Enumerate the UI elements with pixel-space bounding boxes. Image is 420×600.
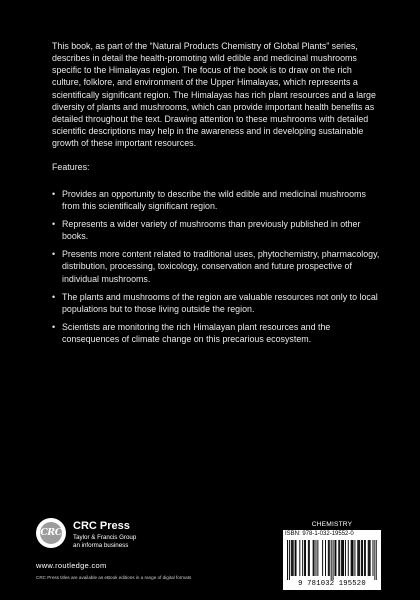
barcode-bar	[328, 540, 329, 576]
book-description: This book, as part of the “Natural Products Chemistry of Global Plants” series, describes in detail the health-promoting wild edible and medicinal mushrooms specific to the Himalayas region. The focus of the book is to draw on the rich culture, folklore, and environment of the Upper Himalayas, which represents a scientifically significant region. The Himalayas has rich plant resources and a large diversity of plants and mushrooms, which can provide important health benefits as detailed throughout the text. Drawing attention to these mushrooms with detailed scientific descriptions may help in the awareness and in developing sustainable growth of these important resources.	[52, 41, 376, 149]
barcode-bar	[331, 540, 332, 580]
publisher-url: www.routledge.com	[36, 561, 107, 570]
barcode-bar	[299, 540, 300, 576]
barcode-bar	[370, 540, 371, 576]
logo-text: CRC	[40, 522, 62, 544]
feature-item: • Represents a wider variety of mushrooms than previously published in other books.	[52, 218, 382, 242]
barcode-bar	[374, 540, 375, 580]
barcode-bar	[314, 540, 315, 576]
barcode-area	[283, 520, 381, 590]
barcode-graphic	[287, 540, 377, 580]
barcode-bar	[376, 540, 377, 580]
barcode-bar	[351, 540, 352, 576]
barcode-bar	[287, 540, 288, 580]
barcode-bar	[317, 540, 318, 576]
barcode-bar	[335, 540, 336, 576]
barcode-bar	[335, 540, 336, 576]
barcode-bar	[361, 540, 362, 576]
barcode-bar	[295, 540, 296, 576]
barcode-box	[283, 530, 381, 590]
barcode-bar	[313, 540, 314, 576]
barcode-bar	[365, 540, 366, 576]
feature-item: • Presents more content related to traditional uses, phytochemistry, pharmacology, distribution, processing, toxicology, conservation and future prospective of individual mushrooms.	[52, 248, 382, 284]
barcode-bar	[325, 540, 326, 576]
publisher-name: CRC Press	[73, 520, 130, 532]
back-cover-text	[52, 40, 382, 351]
barcode-bar	[345, 540, 346, 576]
barcode-bar	[322, 540, 323, 576]
barcode-bar	[316, 540, 317, 576]
barcode-bar	[293, 540, 294, 576]
barcode-bar	[302, 540, 303, 576]
barcode-bar	[289, 540, 290, 580]
publisher-group: Taylor & Francis Group	[73, 534, 137, 541]
feature-item: • The plants and mushrooms of the region are valuable resources not only to local populations but to those living outside the region.	[52, 291, 382, 315]
barcode-bar	[364, 540, 365, 576]
isbn-label: ISBN: 978-1-032-19552-0	[285, 531, 354, 537]
barcode-bar	[339, 540, 340, 576]
barcode-bar	[309, 540, 310, 576]
barcode-bar	[369, 540, 370, 576]
barcode-bar	[353, 540, 354, 576]
barcode-bar	[338, 540, 339, 576]
barcode-bar	[305, 540, 306, 576]
barcode-bar	[296, 540, 297, 576]
barcode-bar	[352, 540, 353, 576]
feature-item: • Provides an opportunity to describe the wild edible and medicinal mushrooms from this scientifically significant region.	[52, 188, 382, 212]
barcode-bar	[354, 540, 355, 576]
barcode-bar	[368, 540, 369, 576]
barcode-bar	[342, 540, 343, 576]
barcode-bar	[357, 540, 358, 576]
category-label: CHEMISTRY	[311, 521, 353, 528]
barcode-bar	[343, 540, 344, 576]
crc-logo-icon	[36, 518, 66, 548]
barcode-bar	[291, 540, 292, 576]
barcode-bar	[358, 540, 359, 576]
barcode-bar	[341, 540, 342, 576]
ebook-note: CRC Press titles are available as eBook editions in a range of digital formats	[36, 575, 192, 580]
barcode-bar	[292, 540, 293, 576]
features-list	[52, 188, 382, 346]
barcode-bar	[348, 540, 349, 576]
barcode-bar	[308, 540, 309, 576]
publisher-business: an informa business	[73, 542, 129, 549]
barcode-bar	[329, 540, 330, 576]
barcode-bar	[333, 540, 334, 580]
barcode-bar	[362, 540, 363, 576]
barcode-bar	[359, 540, 360, 576]
feature-item: • Scientists are monitoring the rich Himalayan plant resources and the consequences of climate change on this precarious ecosystem.	[52, 321, 382, 345]
features-heading: Features:	[52, 162, 90, 173]
barcode-bar	[373, 540, 374, 576]
barcode-digits: 9 781032 195520	[298, 580, 366, 588]
barcode-bar	[304, 540, 305, 576]
